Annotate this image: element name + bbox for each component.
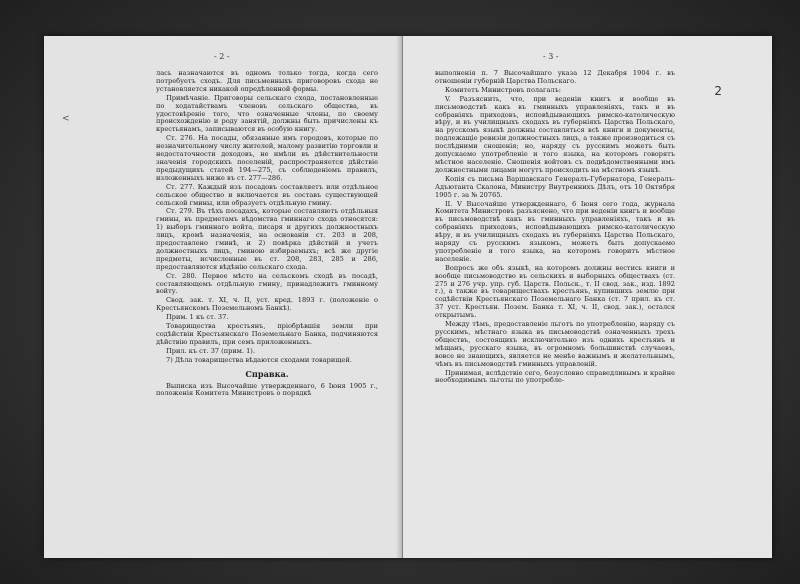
paragraph: Ст. 280. Первое мѣсто на сельскомъ сходѣ въ посадѣ, составляющемъ отдѣльную гмину, принадлежитъ гминному войту. (156, 271, 378, 296)
paragraph: Свод. зак. т. XI, ч. II, уст. кред. 1893 г. (положеніе о Крестьянскомъ Поземельномъ Банкѣ). (156, 296, 378, 313)
paragraph: II. V Высочайше утвержденнаго, 6 Іюня сего года, журнала Комитета Министровъ разъяснено, что при веденіи книгъ и вообще въ письмоводствѣ какъ въ гминныхъ управленіяхъ, такъ и въ собраніяхъ приходовъ, исповѣдывающихъ римско-католическую вѣру, и въ училищныхъ сходахъ въ губерніяхъ Царства Польскаго, наряду съ русскимъ языкомъ, можетъ быть допускаемо употребленіе и того языка, на которомъ говоритъ мѣстное населеніе. (435, 199, 675, 263)
paragraph: Выписка изъ Высочайше утвержденнаго, 6 Іюня 1905 г., положенія Комитета Министровъ о порядкѣ (156, 381, 378, 398)
margin-mark: < (62, 114, 70, 124)
section-heading: Справка. (245, 368, 289, 379)
paragraph: V. Разъяснить, что, при веденіи книгъ и вообще въ письмоводствѣ какъ въ гминныхъ управленіяхъ, такъ и въ собраніяхъ приходовъ, исповѣдывающихъ римско-католическую вѣру, и въ училищныхъ сходахъ въ губерніяхъ Царства Польскаго, на русскомъ языкѣ должны составляться всѣ книги и документы, подлежащіе ревизіи должностныхъ лицъ, а также производиться съ послѣдними сношенія; но, наряду съ русскимъ можетъ быть допускаемо употребленіе и того языка, на которомъ говорятъ мѣстное населеніе. Сношенія войтовъ съ подвѣдомственными имъ должностными лицами могутъ происходить на мѣстномъ языкѣ. (435, 94, 675, 174)
paragraph: выполненія п. 7 Высочайшаго указа 12 Декабря 1904 г. въ отношеніи губерній Царства Польскаго. (435, 69, 675, 85)
paragraph: лась назначаются въ одномъ только тогда, когда сего потребуетъ сходъ. Для письменныхъ приговоровъ схода не установляется никакой опредѣленной формы. (156, 69, 378, 93)
book-spread (44, 36, 772, 558)
paragraph: Копія съ письма Варшавскаго Генералъ-Губернатора, Генералъ-Адъютанта Скалона, Министру Внутреннихъ Дѣлъ, отъ 10 Октября 1905 г. за № 20765. (435, 174, 675, 199)
paragraph: Товарищества крестьянъ, пріобрѣвшія земли при содѣйствіи Крестьянскаго Поземельнаго Банка, подчиняются дѣйствію правилъ, при семъ приложенныхъ. (156, 322, 378, 346)
handwritten-page-number: 2 (714, 84, 722, 98)
paragraph: Вопросъ же объ языкѣ, на которомъ должны вестись книги и вообще письмоводство въ сельскихъ и выборныхъ обществахъ (ст. 275 и 276 учр. упр. губ. Царств. Польск., т. II свод. зак., изд. 1892 г.), а также въ товариществахъ крестьянъ, купившихъ землю при содѣйствіи Крестьянскаго Поземельнаго Банка (ст. 7 прил. къ ст. 37 уст. Крестьян. Позем. Банка т. XI, ч. II, свод. зак.), остался открытымъ. (435, 263, 675, 320)
paragraph: Примѣчаніе. Приговоры сельскаго схода, постановленные по ходатайствамъ членовъ сельскаго общества, въ удостовѣреніе того, что означенные члены, по своему происхожденію и роду занятій, должны быть причислены къ крестьянамъ, записываются въ особую книгу. (156, 93, 378, 134)
paragraph: Комитетъ Министровъ полагалъ: (445, 85, 562, 94)
right-page-number: - 3 - (543, 52, 559, 61)
left-page-number: - 2 - (214, 52, 230, 61)
paragraph: Прил. къ ст. 37 (прим. 1). (166, 346, 255, 355)
paragraph: Между тѣмъ, предоставленіе льготъ по употребленію, наряду съ русскимъ, мѣстнаго языка въ письмоводствѣ означенныхъ трехъ обществъ, состоящихъ исключительно изъ однихъ крестьянъ и мѣщанъ, русскаго языка, въ огромномъ большинствѣ случаевъ, вовсе не знающихъ, является не менѣе важнымъ и желательнымъ, чѣмъ въ письмоводствѣ гминныхъ управленій. (435, 320, 675, 368)
paragraph: Ст. 276. На посады, обязанные имъ городовъ, которые по незначительному числу жителей, малому развитію торговли и недостаточности доходовъ, не имѣли въ дѣйствительности значенія городскихъ поселеній, распространяется дѣйствіе предыдущихъ статей 194—275, съ соблюденіемъ правилъ, изложенныхъ ниже въ ст. 277—286. (156, 134, 378, 182)
paragraph: Ст. 279. Въ тѣхъ посадахъ, которые составляютъ отдѣльныя гмины, въ предметамъ вѣдомства гминнаго схода относятся: 1) выборъ гминнаго войта, писаря и другихъ должностныхъ лицъ, кромѣ назначенія, на основаніи ст. 203 и 208, предоставлено гминѣ, и 2) повѣрка дѣйствій и учетъ должностныхъ лицъ, гминою избираемыхъ; всѣ же другіе предметы, исчисленные въ ст. 208, 283, 285 и 286, предоставляются вѣдѣнію сельскаго схода. (156, 207, 378, 271)
left-page (44, 36, 403, 558)
paragraph: 7) Дѣла товарищества вѣдаются сходами товарищей. (166, 355, 352, 364)
right-text-column (435, 70, 675, 386)
right-page (403, 36, 772, 558)
paragraph: Прим. 1 къ ст. 37. (166, 313, 229, 322)
paragraph: Принимая, вслѣдствіе сего, безусловно справедливымъ и крайне необходимымъ льготы по употребле- (435, 368, 675, 385)
paragraph: Ст. 277. Каждый изъ посадовъ составляетъ или отдѣльное сельское общество и включается въ составъ существующей сельской гмины, или образуетъ отдѣльную гмину. (156, 182, 378, 207)
left-text-column (156, 70, 378, 399)
